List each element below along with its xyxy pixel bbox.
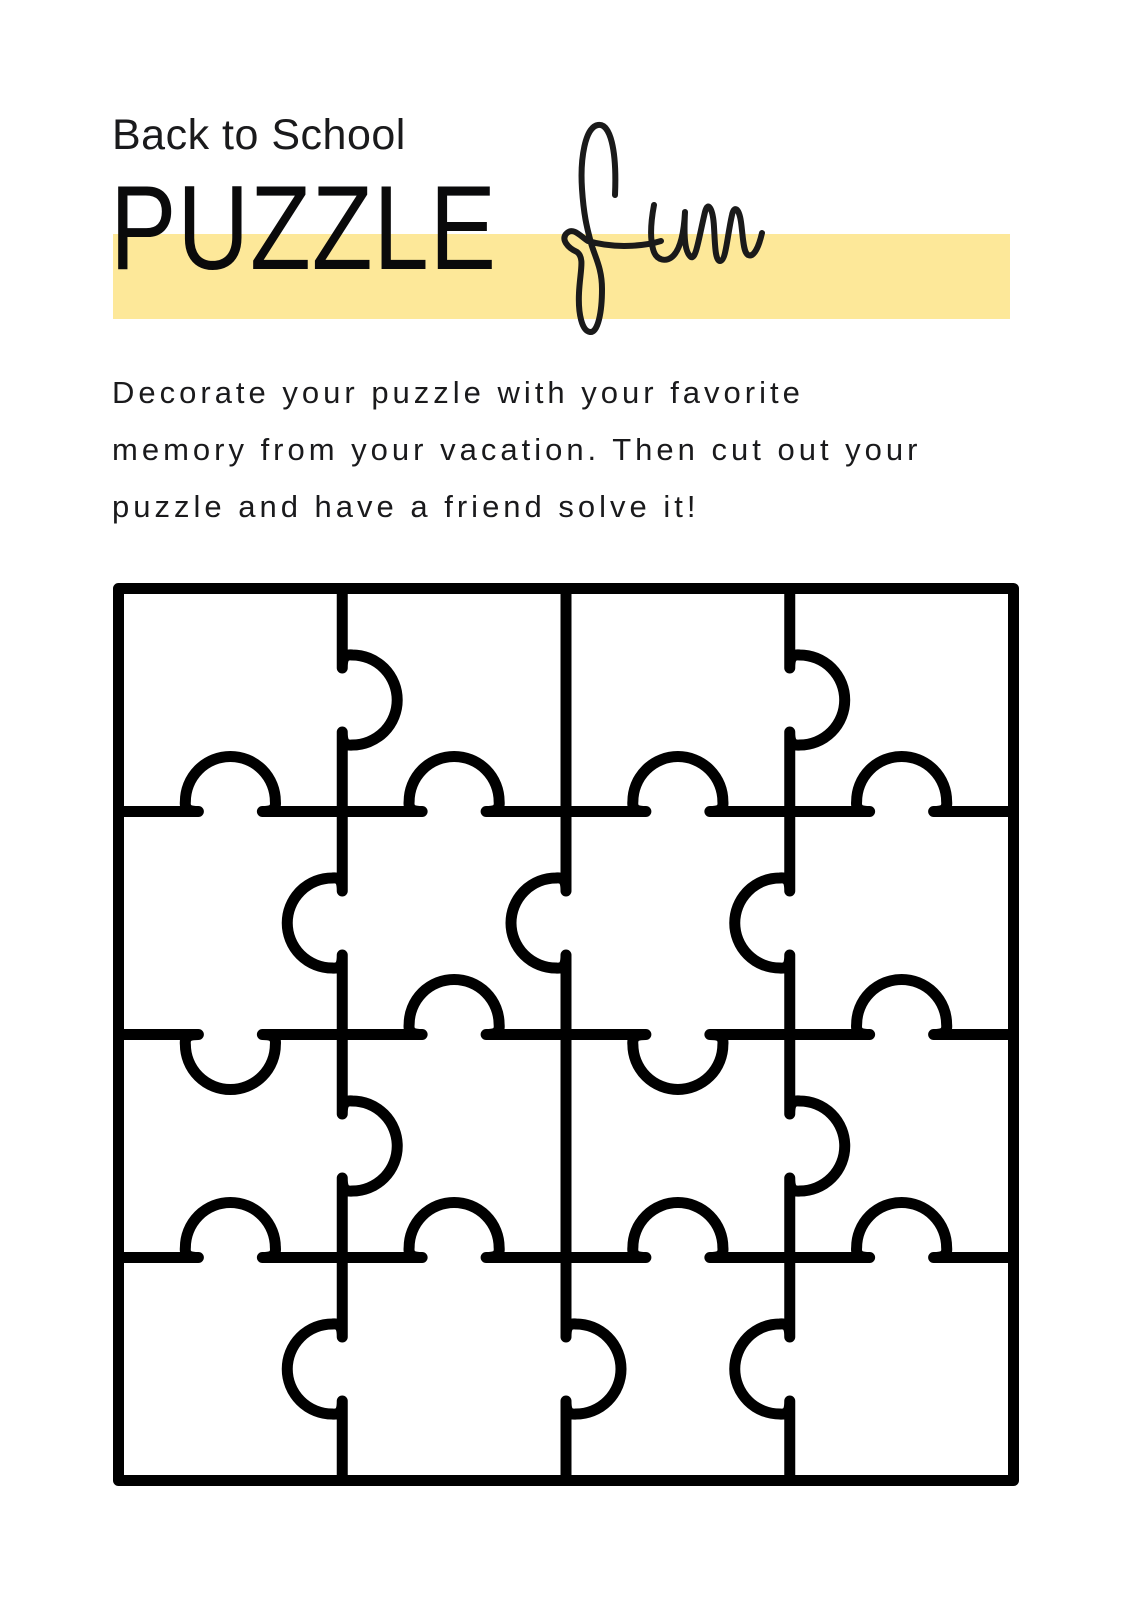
instructions-line: Decorate your puzzle with your favorite <box>112 375 804 410</box>
script-f-stroke <box>564 125 661 332</box>
instructions-paragraph <box>112 364 1012 535</box>
script-un-stroke <box>651 205 762 261</box>
page-title: PUZZLE <box>110 161 497 295</box>
instructions-line: memory from your vacation. Then cut out your <box>112 432 922 467</box>
kicker-text: Back to School <box>112 111 406 159</box>
instructions-line: puzzle and have a friend solve it! <box>112 489 700 524</box>
script-word-fun <box>553 121 765 339</box>
puzzle-grid <box>108 578 1024 1491</box>
